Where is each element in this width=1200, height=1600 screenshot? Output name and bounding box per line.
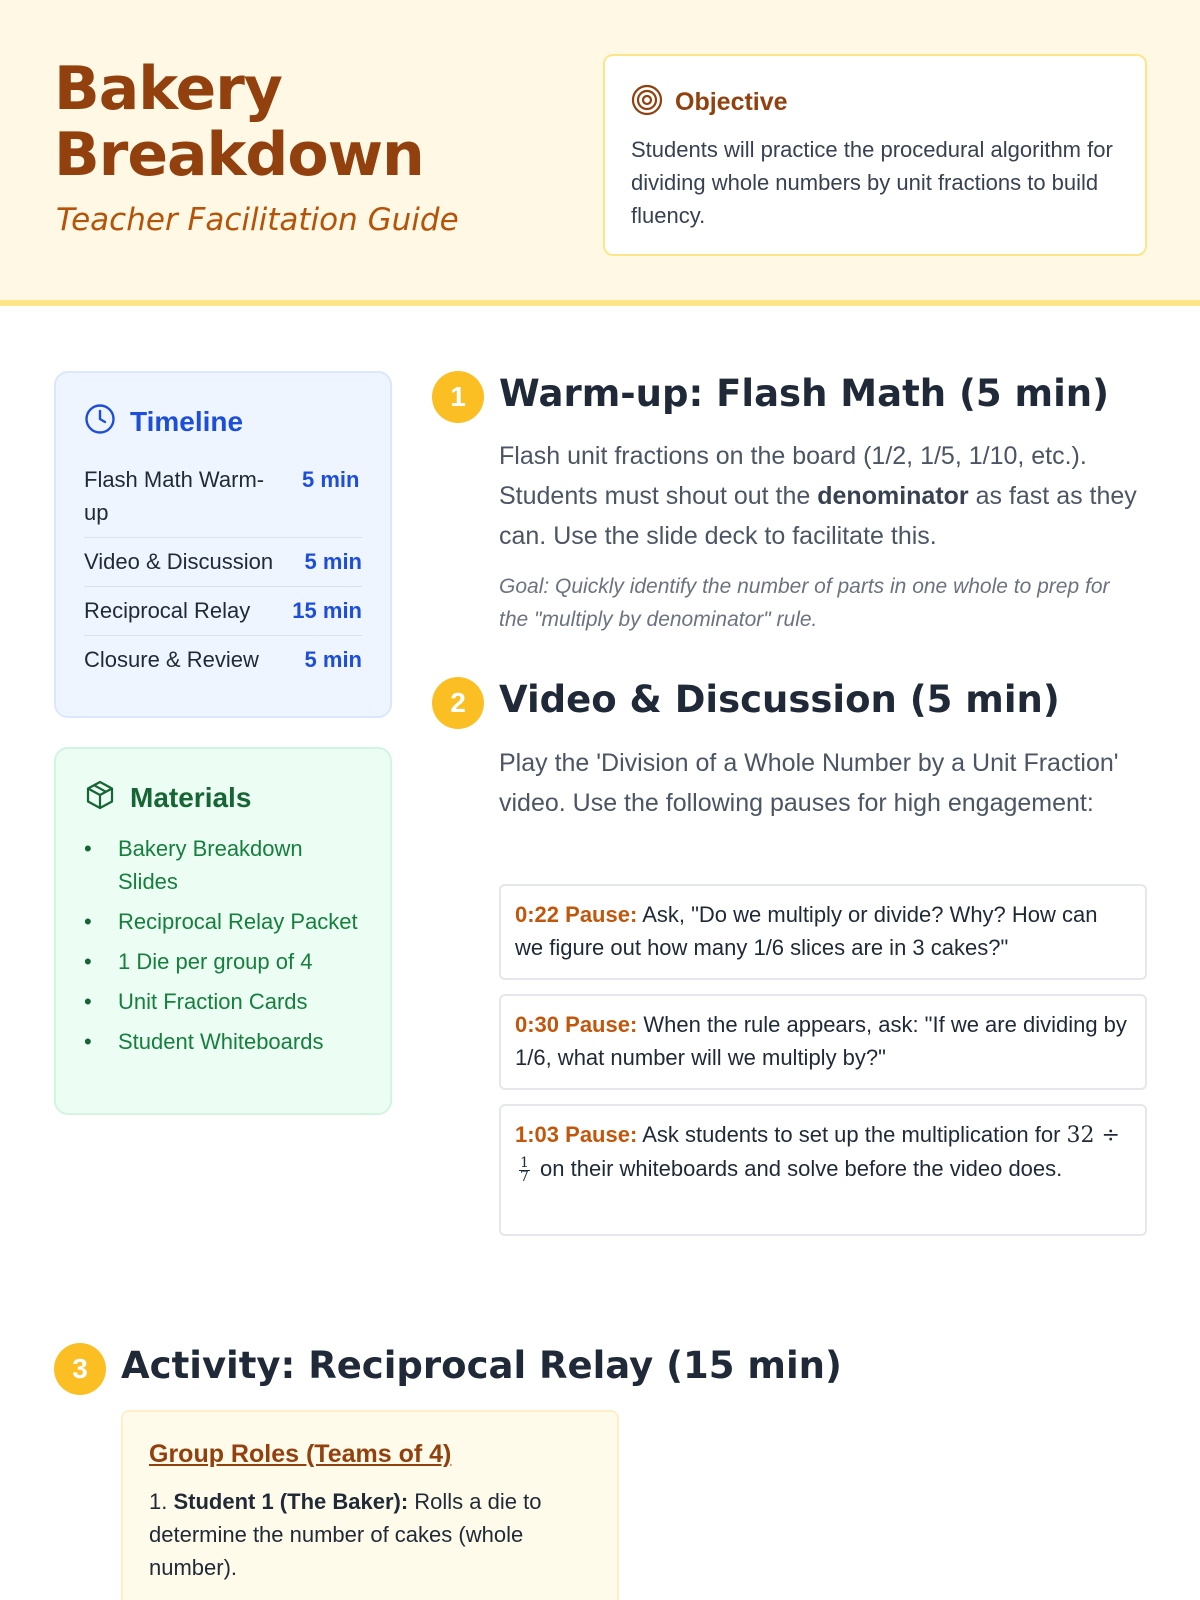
- pause-timestamp: 1:03 Pause:: [515, 1122, 638, 1147]
- timeline-row: [84, 538, 362, 587]
- timeline-item-time: 5 min: [302, 467, 360, 492]
- math-expression: 32 ÷: [1066, 1123, 1120, 1148]
- materials-list: [84, 832, 362, 1058]
- pause-timestamp: 0:30 Pause:: [515, 1012, 638, 1037]
- section-body: Play the 'Division of a Whole Number by a Unit Fraction' video. Use the following pauses for high engagement:: [499, 749, 1119, 817]
- pause-timestamp: 0:22 Pause:: [515, 902, 638, 927]
- objective-label: Objective: [675, 88, 788, 116]
- objective-text: Students will practice the procedural algorithm for dividing whole numbers by unit fractions to build fluency.: [631, 137, 1113, 228]
- video-pause-note: [499, 884, 1147, 980]
- section-body: [499, 436, 1149, 556]
- objective-card: [603, 54, 1147, 256]
- group-roles-card: [121, 1410, 619, 1600]
- materials-item: • Unit Fraction Cards: [84, 985, 362, 1018]
- timeline-item-name: Flash Math Warm-up: [84, 467, 265, 525]
- video-pause-note: [499, 994, 1147, 1090]
- fraction-numerator: 1: [520, 1154, 529, 1171]
- target-icon: [631, 84, 663, 121]
- section-title: Warm-up: Flash Math (5 min): [499, 372, 1110, 415]
- timeline-row: [84, 456, 362, 538]
- page-subtitle: Teacher Facilitation Guide: [56, 202, 459, 238]
- materials-card: [54, 747, 392, 1115]
- section-number-badge: 2: [432, 677, 484, 729]
- math-fraction: [519, 1154, 530, 1185]
- timeline-row: [84, 587, 362, 636]
- box-icon: [84, 779, 116, 816]
- section-title: Activity: Reciprocal Relay (15 min): [121, 1344, 842, 1387]
- body-text: Flash unit fractions on the board (1/2, 1/5, 1/10, etc.). Students must shout out the: [499, 442, 1087, 510]
- timeline-item-time: 5 min: [304, 549, 362, 574]
- body-emphasis: denominator: [817, 482, 969, 510]
- timeline-item-time: 15 min: [292, 598, 362, 623]
- timeline-card: [54, 371, 392, 718]
- timeline-item-name: Closure & Review: [84, 647, 259, 672]
- fraction-denominator: 7: [520, 1168, 529, 1185]
- pause-text: Ask students to set up the multiplication for: [637, 1122, 1067, 1147]
- header-banner: [0, 0, 1200, 306]
- timeline-item-time: 5 min: [304, 647, 362, 672]
- role-name: Student 1 (The Baker):: [173, 1489, 409, 1514]
- group-roles-title: Group Roles (Teams of 4): [149, 1440, 452, 1468]
- role-number: 1.: [149, 1489, 174, 1514]
- timeline-row: [84, 636, 362, 684]
- timeline-label: Timeline: [130, 405, 244, 437]
- group-role-item: [149, 1485, 591, 1584]
- pause-text: on their whiteboards and solve before the video does.: [533, 1156, 1063, 1181]
- section-number-badge: 3: [54, 1343, 106, 1395]
- materials-item: • Student Whiteboards: [84, 1025, 362, 1058]
- timeline-item-name: Video & Discussion: [84, 549, 274, 574]
- materials-label: Materials: [130, 781, 252, 813]
- video-pause-note: [499, 1104, 1147, 1236]
- section-title: Video & Discussion (5 min): [499, 678, 1060, 721]
- section-number-badge: 1: [432, 371, 484, 423]
- pause-text: When the rule appears, ask: "If we are dividing by 1/6, what number will we multiply by?": [515, 1012, 1127, 1070]
- page-title: Bakery Breakdown: [54, 54, 424, 190]
- body-text: as fast as they can. Use the slide deck to facilitate this.: [499, 482, 1137, 550]
- clock-icon: [84, 403, 116, 440]
- section-goal: Goal: Quickly identify the number of parts in one whole to prep for the "multiply by denominator" rule.: [499, 575, 1110, 631]
- materials-item: • Bakery Breakdown Slides: [84, 832, 362, 898]
- pause-text: Ask, "Do we multiply or divide? Why? How can we figure out how many 1/6 slices are in 3 cakes?": [515, 902, 1098, 960]
- materials-item: • Reciprocal Relay Packet: [84, 905, 362, 938]
- timeline-item-name: Reciprocal Relay: [84, 598, 251, 623]
- role-description: Rolls a die to determine the number of cakes (whole number).: [149, 1489, 542, 1580]
- materials-item: • 1 Die per group of 4: [84, 945, 362, 978]
